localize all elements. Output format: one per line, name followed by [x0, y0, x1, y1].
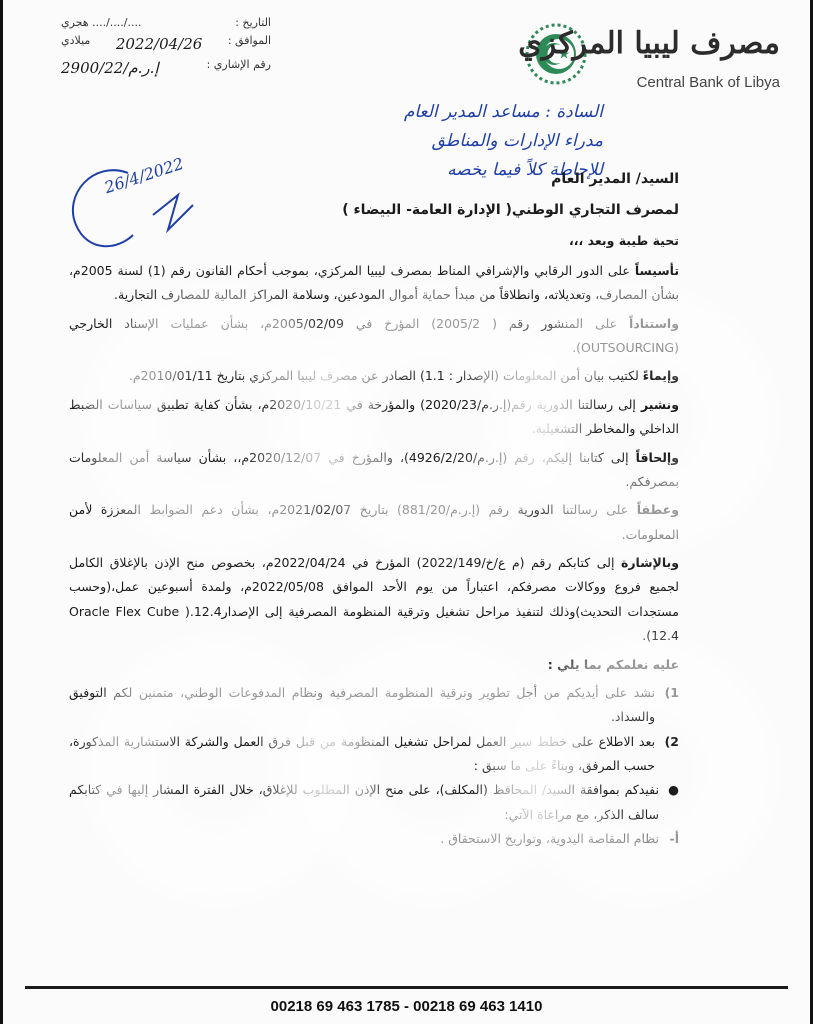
bank-name-arabic: مصرف ليبيا المركزي: [518, 26, 780, 61]
hijri-date-line: [61, 14, 271, 32]
paragraph-1-text: على الدور الرقابي والإشرافي المناط بمصرف ليبيا المركزي، بموجب أحكام القانون رقم (1) لسنة 2005م، بشأن المصارف، وتعديلاته، وانطلاقاً من مبدأ حماية أموال المودعين، وسلامة المراكز المالية للمصارف التجارية.: [69, 262, 679, 303]
paragraph-1-lead: تأسيساً: [634, 262, 680, 278]
handwritten-line-2: مدراء الإدارات والمناطق: [431, 130, 603, 151]
bank-logo: [520, 22, 780, 102]
handwritten-date: 26/4/2022: [102, 153, 186, 198]
item-2-number: 2): [664, 733, 679, 749]
bullet-icon: ●: [668, 782, 679, 798]
paragraph-3: [69, 364, 679, 388]
paragraph-4-text: إلى رسالتنا الدورية رقم(إ.ر.م/2020/23) والمؤرخة في 2020/10/21م، بشأن كفاية تطبيق سياسات الضبط الداخلي والمخاطر التشغيلية.: [69, 396, 679, 437]
sub-item-a: [69, 827, 679, 851]
date-label: التاريخ :: [235, 16, 271, 29]
sub-item-a-mark: أ-: [669, 831, 679, 847]
bank-name-english: Central Bank of Libya: [636, 74, 780, 91]
paragraph-1: [69, 259, 679, 308]
gregorian-date-line: [61, 32, 271, 56]
numbered-item-2: [69, 730, 679, 779]
hijri-date-value: ..../..../.... هجري: [61, 16, 142, 29]
letter-meta: [61, 14, 271, 80]
notice-heading-text: عليه نعلمكم بما يلي :: [547, 656, 679, 672]
footer-divider: [25, 986, 788, 989]
ref-value: إ.ر.م/2900/22: [61, 58, 159, 77]
handwritten-line-1: السادة : مساعد المدير العام: [403, 102, 603, 122]
corresponding-label: الموافق :: [227, 33, 271, 47]
paragraph-3-text: لكتيب بيان أمن المعلومات (الإصدار : 1.1) الصادر عن مصرف ليبيا المركزي بتاريخ 2010/01/11م.: [128, 368, 639, 384]
numbered-item-1: [69, 681, 679, 730]
paragraph-2-lead: واستناداً: [629, 315, 679, 331]
item-1-number: 1): [664, 684, 679, 700]
ref-label: رقم الإشاري :: [206, 57, 271, 71]
item-1-text: نشد على أيديكم من أجل تطوير وترقية المنظومة المصرفية ونظام المدفوعات الوطني، متمنين لكم التوفيق والسداد.: [69, 684, 655, 725]
footer-phone-numbers: 00218 69 463 1785 - 00218 69 463 1410: [270, 997, 543, 1015]
paragraph-4-lead: ونشير: [640, 396, 679, 412]
paragraph-6-lead: وعطفاً: [636, 502, 679, 518]
paragraph-3-lead: وإيماءً: [642, 368, 679, 384]
addressee-bank: لمصرف التجاري الوطني( الإدارة العامة- البيضاء ): [342, 202, 679, 219]
paragraph-2-text: على المنشور رقم ( 2005/2) المؤرخ في 2005/02/09م، بشأن عمليات الإسناد الخارجي (OUTSOURCING).: [69, 315, 679, 356]
letter-body: [69, 166, 679, 852]
greeting: تحية طيبة وبعد ،،،: [569, 232, 679, 248]
bullet-item: [69, 778, 679, 827]
gregorian-date-value: 2022/04/26: [115, 34, 203, 53]
gregorian-suffix: ميلادي: [61, 33, 91, 47]
paragraph-6-text: على رسالتنا الدورية رقم (إ.ر.م/881/20) بتاريخ 2021/02/07م، بشأن دعم الضوابط المعززة لأمن المعلومات.: [69, 502, 679, 542]
notice-heading: [69, 653, 679, 677]
handwritten-line-3: للإحاطة كلاً فيما يخصه: [447, 159, 603, 180]
paragraph-7: [69, 551, 679, 649]
item-2-text: بعد الاطلاع على خطط سير العمل لمراحل تشغيل المنظومة من قبل فرق العمل والشركة الاستشارية المذكورة، حسب المرفق، وبناءً على ما سبق :: [69, 733, 655, 774]
paragraph-7-text: إلى كتابكم رقم (م ع/خ/2022/149) المؤرخ في 2022/04/24م، بخصوص منح الإذن بالإغلاق الكامل لجميع فروع ووكالات مصرفكم، اعتباراً من يوم الأحد الموافق 2022/05/08م، ولمدة أسبوعين عمل،(وحسب مستجدات التحديث)وذلك لتنفيذ مراحل تشغيل وترقية المنظومة المصرفية إلى الإصدار12.4.( Oracle Flex Cube 12.4).: [69, 555, 679, 644]
paragraph-2: [69, 312, 679, 361]
paragraph-4: [69, 393, 679, 442]
paragraph-5-text: إلى كتابنا إليكم، رقم (إ.ر.م/4926/2/20)، والمؤرخ في 2020/12/07م،، بشأن سياسة أمن المعلومات بمصرفكم.: [69, 449, 679, 489]
paragraph-7-lead: وبالإشارة: [620, 555, 679, 571]
addressee-title: السيد/ المدير العام: [551, 171, 679, 187]
paragraph-6: [69, 498, 679, 547]
paragraph-5: [69, 446, 679, 495]
reference-line: [61, 56, 271, 80]
letter-footer: [3, 980, 810, 1024]
bullet-text: نفيدكم بموافقة السيد/ المحافظ (المكلف)، على منح الإذن المطلوب للإغلاق، خلال الفترة المشار إليها في كتابكم سالف الذكر، مع مراعاة الآتي:: [69, 782, 659, 822]
sub-item-a-text: نظام المقاصة اليدوية، وتواريخ الاستحقاق .: [440, 831, 659, 847]
paragraph-5-lead: وإلحاقاً: [635, 449, 679, 465]
